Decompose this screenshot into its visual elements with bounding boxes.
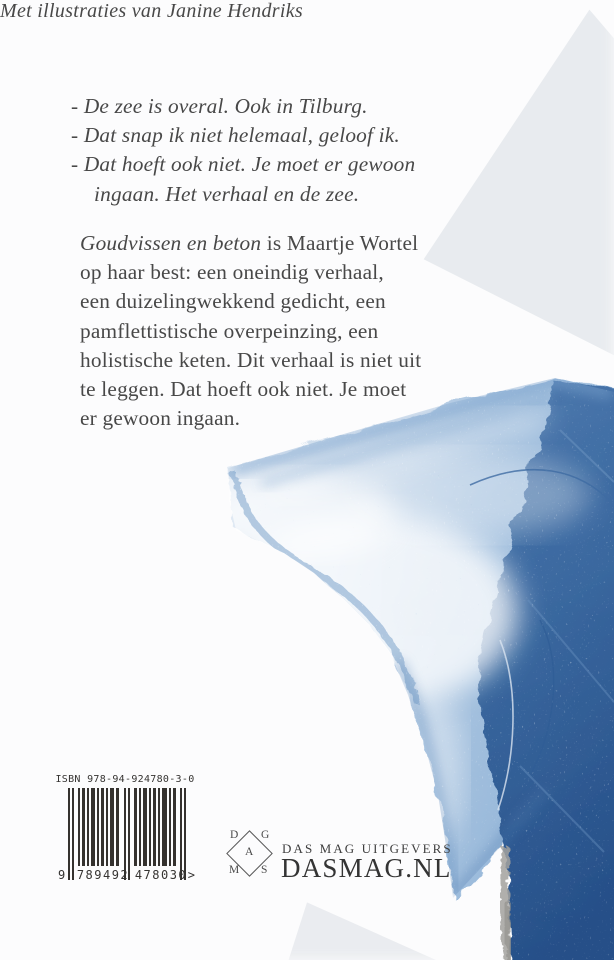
logo-letter-m: M [229, 864, 240, 876]
dialogue-quote [71, 92, 415, 209]
logo-letter-g: G [261, 829, 270, 841]
blurb-line: te leggen. Dat hoeft ook niet. Je moet [80, 377, 407, 402]
publisher-site: DASMAG.NL [281, 853, 452, 883]
illustrator-credit: Met illustraties van Janine Hendriks [0, 0, 303, 22]
logo-letter-s: S [261, 864, 268, 876]
dialogue-line: ingaan. Het verhaal en de zee. [94, 181, 360, 206]
barcode-trail: > [187, 868, 195, 882]
dialogue-line: - De zee is overal. Ook in Tilburg. [71, 94, 368, 118]
blurb [80, 229, 421, 433]
logo-letter-a: A [245, 846, 254, 858]
dialogue-line: - Dat hoeft ook niet. Je moet er gewoon [71, 152, 416, 177]
blurb-line [80, 229, 421, 258]
barcode-digit-lead: 9 [58, 868, 66, 882]
dasmag-logo-diamond [225, 829, 273, 877]
blurb-line: er gewoon ingaan. [80, 406, 241, 431]
blurb-line-rest: is Maartje Wortel [261, 231, 419, 255]
blurb-line: een duizelingwekkend gedicht, een [80, 289, 386, 314]
book-title-italic: Goudvissen en beton [80, 231, 262, 255]
publisher-imprint: DAS MAG UITGEVERS [282, 841, 453, 856]
isbn-label: ISBN 978-94-924780-3-0 [55, 774, 195, 785]
isbn-barcode [54, 768, 196, 888]
blurb-line: op haar best: een oneindig verhaal, [80, 260, 384, 285]
logo-letter-d: D [230, 829, 239, 841]
dialogue-line: - Dat snap ik niet helemaal, geloof ik. [71, 123, 400, 148]
barcode-bars [68, 788, 186, 880]
blurb-line: pamflettistische overpeinzing, een [80, 318, 379, 343]
barcode-digits-right: 478030 [134, 868, 188, 882]
barcode-digits-left: 789492 [76, 868, 130, 882]
blurb-line: holistische keten. Dit verhaal is niet uit [80, 347, 422, 372]
